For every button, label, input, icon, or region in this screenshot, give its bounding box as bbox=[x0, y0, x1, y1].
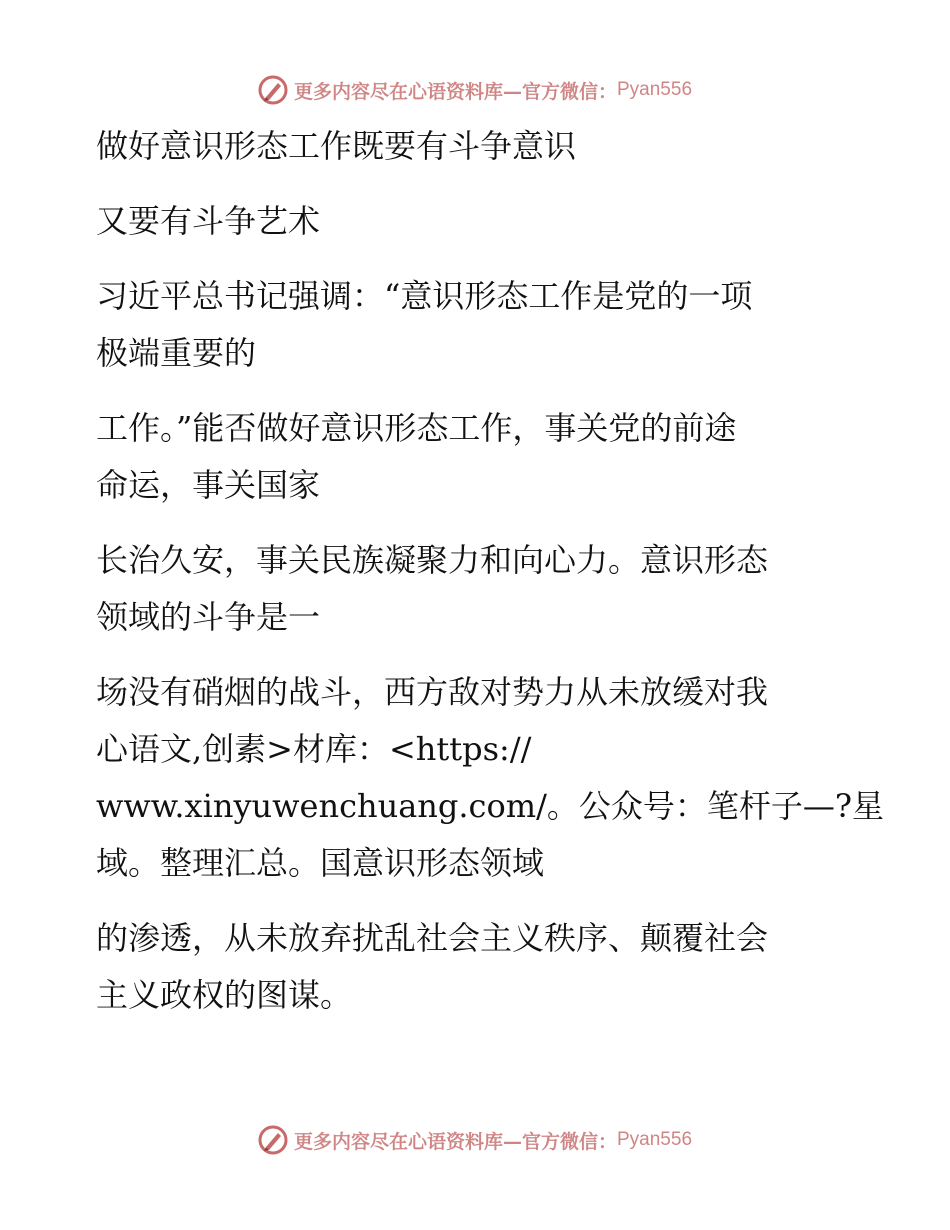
text-line: 场没有硝烟的战斗，西方敌对势力从未放缓对我 bbox=[96, 673, 769, 711]
text-line: 命运，事关国家 bbox=[96, 466, 321, 504]
paragraph bbox=[96, 532, 856, 646]
text-line: 做好意识形态工作既要有斗争意识 bbox=[96, 127, 577, 165]
wechat-id: Pyan556 bbox=[617, 79, 693, 100]
paragraph bbox=[96, 268, 856, 382]
wechat-id: Pyan556 bbox=[617, 1129, 693, 1150]
banner-text: 更多内容尽在心语资料库—官方微信： bbox=[293, 80, 617, 103]
text-line: 的渗透，从未放弃扰乱社会主义秩序、颠覆社会 bbox=[96, 919, 769, 957]
text-line: 习近平总书记强调：“意识形态工作是党的一项 bbox=[96, 277, 753, 315]
pen-logo-icon bbox=[258, 1125, 288, 1155]
paragraph bbox=[96, 118, 856, 175]
footer-banner bbox=[0, 1120, 950, 1160]
text-line: 极端重要的 bbox=[96, 334, 257, 372]
paragraph bbox=[96, 400, 856, 514]
text-line: www.xinyuwenchuang.com/。公众号：笔杆子—?星 bbox=[96, 787, 885, 825]
paragraph bbox=[96, 193, 856, 250]
header-banner bbox=[0, 70, 950, 110]
document-body bbox=[96, 118, 885, 1024]
text-line: 域。整理汇总。国意识形态领域 bbox=[96, 844, 545, 882]
text-line: 心语文,创素>材库：<https:// bbox=[96, 730, 532, 768]
paragraph bbox=[96, 664, 885, 892]
banner-text: 更多内容尽在心语资料库—官方微信： bbox=[293, 1130, 617, 1153]
text-line: 长治久安，事关民族凝聚力和向心力。意识形态 bbox=[96, 541, 769, 579]
pen-logo-icon bbox=[258, 75, 288, 105]
paragraph bbox=[96, 910, 856, 1024]
text-line: 工作。”能否做好意识形态工作，事关党的前途 bbox=[96, 409, 737, 447]
text-line: 又要有斗争艺术 bbox=[96, 202, 321, 240]
text-line: 领域的斗争是一 bbox=[96, 598, 321, 636]
text-line: 主义政权的图谋。 bbox=[96, 976, 353, 1014]
